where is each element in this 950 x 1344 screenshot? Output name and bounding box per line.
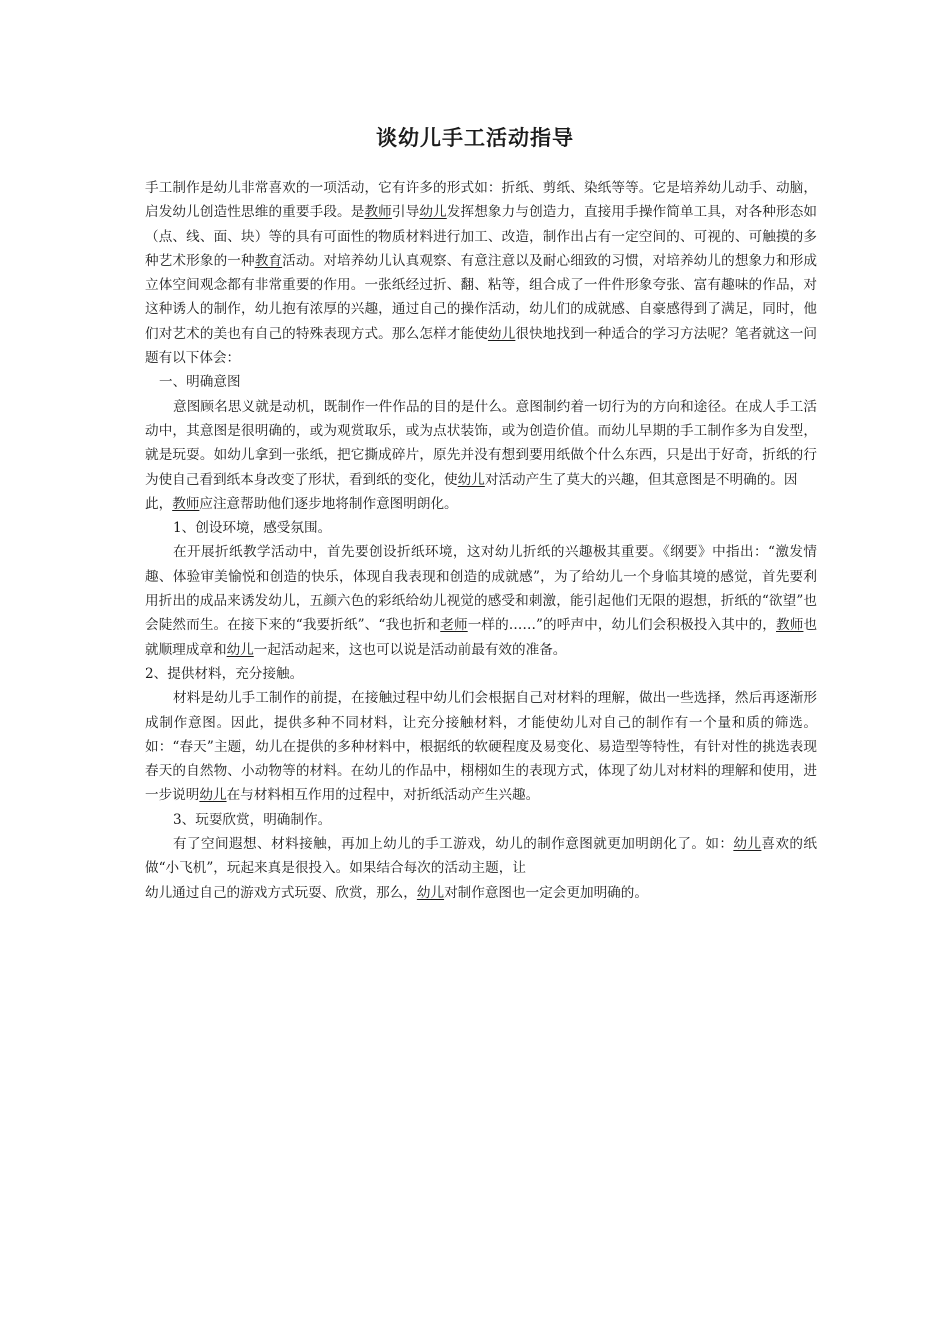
hyperlink-text[interactable]: 幼儿 — [733, 836, 762, 853]
text-run: 发挥想象力与创造力，直接用手操作简单工具，对各种形态如（点、线、面、块）等的具有可面性的物质材料进行加工、改造，制作出占有一定空间的、可视的、可触摸的多种艺术形象的一种 — [145, 204, 818, 269]
hyperlink-text[interactable]: 幼儿 — [419, 204, 447, 221]
hyperlink-text[interactable]: 教师 — [364, 204, 392, 221]
hyperlink-text[interactable]: 幼儿 — [199, 787, 227, 804]
text-run: 有了空间遐想、材料接触，再加上幼儿的手工游戏，幼儿的制作意图就更加明朗化了。如： — [173, 836, 734, 853]
paragraph — [145, 540, 817, 661]
paragraph — [145, 686, 817, 807]
document-body — [145, 176, 817, 905]
paragraph — [145, 516, 817, 540]
hyperlink-text[interactable]: 幼儿 — [457, 471, 485, 488]
text-run: 2、提供材料，充分接触。 — [145, 665, 304, 682]
hyperlink-text[interactable]: 教师 — [172, 495, 200, 512]
paragraph — [145, 662, 817, 686]
text-run: 对活动产生了莫大的兴趣，但其意图是不明确的。因 — [484, 471, 798, 488]
text-run: 3、玩耍欣赏，明确制作。 — [173, 811, 332, 828]
hyperlink-text[interactable]: 老师 — [440, 617, 468, 634]
text-run: 在与材料相互作用的过程中，对折纸活动产生兴趣。 — [226, 787, 540, 804]
text-run: 对制作意图也一定会更加明确的。 — [444, 884, 648, 901]
text-run: 幼儿通过自己的游戏方式玩耍、欣赏，那么， — [145, 884, 417, 901]
text-run: 活动。对培养幼儿认真观察、有意注意以及耐心细致的习惯，对培养幼儿的想象力和形成立体空间观念都有非常重要的作用。一张纸经过折、翻、粘等，组合成了一件件形象夸张、富有趣味的作品，对这种诱人的制作，幼儿抱有浓厚的兴趣，通过自己的操作活动，幼儿们的成就感、自豪感得到了满足，同时，他们对艺术的美也有自己的特殊表现方式。那么怎样才能使 — [145, 252, 818, 342]
text-run: 手工制作是幼儿非常喜欢的一项活动，它有许多的形式如：折纸、剪纸、染纸等等。它是培养幼儿动手、动脑，启发幼儿创造性思维的重要手段。是 — [145, 180, 817, 221]
hyperlink-text[interactable]: 幼儿 — [226, 641, 254, 658]
paragraph — [145, 370, 817, 394]
text-run: 一、明确意图 — [159, 374, 241, 391]
text-run: 在开展折纸教学活动中，首先要创设折纸环境，这对幼儿折纸的兴趣极其重要。《纲要》中指出：“激发情趣、体验审美愉悦和创造的快乐，体现自我表现和创造的成就感”，为了给幼儿一个身临其境的感觉，首先要利用折出的成品来诱发幼儿，五颜六色的彩纸给幼儿视觉的感受和刺激，能引起他们无限的遐想，折纸的“欲望”也会陡然而生。在接下来的“我要折纸”、“我也折和 — [145, 544, 817, 634]
paragraph — [145, 808, 817, 832]
paragraph — [145, 395, 817, 492]
text-run: 此， — [145, 495, 173, 512]
text-run: 意图顾名思义就是动机，既制作一件作品的目的是什么。意图制约着一切行为的方向和途径。在成人手工活动中，其意图是很明确的，或为观赏取乐，或为点状装饰，或为创造价值。而幼儿早期的手工制作多为自发型，就是玩耍。如幼儿拿到一张纸，把它撕成碎片，原先并没有想到要用纸做个什么东西，只是出于好奇，折纸的行为使自己看到纸本身改变了形状，看到纸的变化，使 — [145, 398, 817, 488]
text-run: 喜欢的纸做“小飞机”，玩起来真是很投入。如果结合每次的活动主题，让 — [145, 836, 818, 877]
text-run: 也就顺理成章和 — [145, 617, 818, 658]
document-title: 谈幼儿手工活动指导 — [376, 126, 574, 150]
text-run: 材料是幼儿手工制作的前提，在接触过程中幼儿们会根据自己对材料的理解，做出一些选择，然后再逐渐形成制作意图。因此，提供多种不同材料，让充分接触材料，才能使幼儿对自己的制作有一个量和质的筛选。如：“春天”主题，幼儿在提供的多种材料中，根据纸的软硬程度及易变化、易造型等特性，有针对性的挑选表现春天的自然物、小动物等的材料。在幼儿的作品中，栩栩如生的表现方式，体现了幼儿对材料的理解和使用，进一步说明 — [145, 690, 817, 804]
text-run: 1、创设环境，感受氛围。 — [173, 520, 332, 537]
paragraph — [145, 832, 817, 881]
text-run: 一起活动起来，这也可以说是活动前最有效的准备。 — [253, 641, 567, 658]
text-run: 很快地找到一种适合的学习方法呢？笔者就这一问题有以下体会： — [145, 325, 818, 367]
hyperlink-text[interactable]: 教育 — [254, 252, 283, 269]
text-run: 引导 — [391, 204, 420, 221]
paragraph — [145, 176, 817, 370]
paragraph — [145, 492, 817, 516]
hyperlink-text[interactable]: 幼儿 — [416, 884, 445, 901]
paragraph — [145, 881, 817, 905]
hyperlink-text[interactable]: 教师 — [776, 617, 804, 634]
text-run: 应注意帮助他们逐步地将制作意图明朗化。 — [199, 495, 458, 512]
hyperlink-text[interactable]: 幼儿 — [487, 325, 516, 342]
text-run: 一样的……”的呼声中，幼儿们会积极投入其中的， — [467, 617, 777, 634]
